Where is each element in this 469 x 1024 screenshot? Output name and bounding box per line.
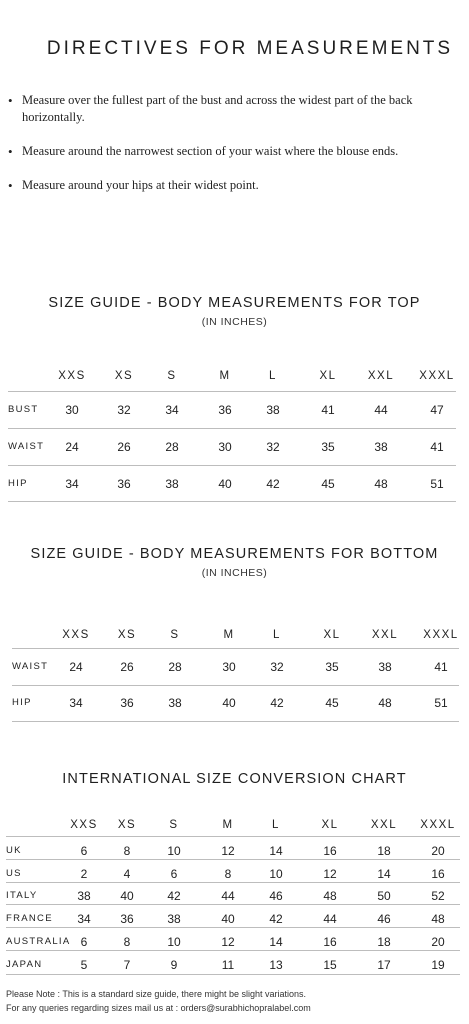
table-cell: 38 — [165, 477, 179, 491]
table-cell: 28 — [168, 660, 182, 674]
table-cell: 32 — [270, 660, 284, 674]
row-label: JAPAN — [6, 959, 43, 970]
table-cell: 34 — [65, 477, 79, 491]
table-cell: 32 — [266, 440, 280, 454]
size-header: XXS — [62, 629, 90, 641]
table-cell: 47 — [430, 403, 444, 417]
table-cell: 42 — [266, 477, 280, 491]
row-divider — [12, 648, 459, 649]
table-cell: 6 — [170, 867, 178, 881]
table-cell: 6 — [80, 844, 88, 858]
table-cell: 42 — [269, 912, 283, 926]
directive-bust: • Measure over the fullest part of the bust and across the widest part of the back horizontally. — [8, 92, 458, 126]
table-cell: 36 — [117, 477, 131, 491]
row-label: HIP — [8, 478, 28, 489]
table-cell: 14 — [269, 935, 283, 949]
table-cell: 24 — [65, 440, 79, 454]
row-divider — [6, 859, 460, 860]
table-cell: 36 — [120, 912, 134, 926]
table-cell: 30 — [65, 403, 79, 417]
table-cell: 44 — [221, 889, 235, 903]
row-divider — [8, 501, 456, 502]
size-header: S — [170, 629, 180, 641]
table-cell: 44 — [323, 912, 337, 926]
row-label: ITALY — [6, 890, 38, 901]
row-label: HIP — [12, 697, 32, 708]
row-divider — [6, 950, 460, 951]
table-cell: 36 — [218, 403, 232, 417]
table-cell: 30 — [222, 660, 236, 674]
table-cell: 41 — [434, 660, 448, 674]
size-header: XL — [323, 629, 341, 641]
table-cell: 34 — [165, 403, 179, 417]
table-cell: 35 — [321, 440, 335, 454]
table-cell: 38 — [77, 889, 91, 903]
row-label: FRANCE — [6, 913, 53, 924]
size-header: XS — [117, 629, 137, 641]
table-cell: 34 — [77, 912, 91, 926]
table-cell: 15 — [323, 958, 337, 972]
row-label: WAIST — [8, 441, 45, 452]
table-cell: 20 — [431, 935, 445, 949]
table-cell: 35 — [325, 660, 339, 674]
directive-waist: • Measure around the narrowest section of your waist where the blouse ends. — [8, 143, 458, 160]
table-cell: 16 — [323, 844, 337, 858]
table-cell: 38 — [167, 912, 181, 926]
table-cell: 41 — [430, 440, 444, 454]
row-label: AUSTRALIA — [6, 936, 71, 947]
size-header: XXXL — [420, 819, 456, 831]
size-header: XXS — [58, 370, 86, 382]
table-cell: 48 — [323, 889, 337, 903]
table-cell: 9 — [170, 958, 178, 972]
table-cell: 26 — [117, 440, 131, 454]
table-cell: 38 — [266, 403, 280, 417]
table-cell: 19 — [431, 958, 445, 972]
measurement-directives — [8, 92, 458, 211]
table-cell: 44 — [374, 403, 388, 417]
table-cell: 46 — [377, 912, 391, 926]
row-label: WAIST — [12, 661, 49, 672]
row-divider — [8, 428, 456, 429]
table-cell: 4 — [123, 867, 131, 881]
table-cell: 14 — [269, 844, 283, 858]
size-header: XS — [117, 819, 137, 831]
row-divider — [8, 465, 456, 466]
table-cell: 12 — [221, 844, 235, 858]
size-header: XXL — [367, 370, 395, 382]
size-header: L — [269, 370, 277, 382]
size-header: XXS — [70, 819, 98, 831]
size-header: XXXL — [423, 629, 459, 641]
row-label: US — [6, 868, 22, 879]
size-header: XS — [114, 370, 134, 382]
table-cell: 45 — [321, 477, 335, 491]
table-cell: 45 — [325, 696, 339, 710]
table-cell: 46 — [269, 889, 283, 903]
contact-note: For any queries regarding sizes mail us at : orders@surabhichopralabel.com — [6, 1003, 311, 1013]
table-cell: 11 — [221, 958, 235, 972]
size-header: XXXL — [419, 370, 455, 382]
table-cell: 10 — [269, 867, 283, 881]
table-cell: 14 — [377, 867, 391, 881]
table-cell: 8 — [224, 867, 232, 881]
table-cell: 51 — [434, 696, 448, 710]
table-cell: 17 — [377, 958, 391, 972]
table-cell: 38 — [378, 660, 392, 674]
table-cell: 40 — [120, 889, 134, 903]
table-cell: 52 — [431, 889, 445, 903]
table-cell: 7 — [123, 958, 131, 972]
table-cell: 50 — [377, 889, 391, 903]
top-size-guide-unit: (IN INCHES) — [201, 316, 268, 328]
international-size-chart-title: INTERNATIONAL SIZE CONVERSION CHART — [62, 771, 407, 787]
table-cell: 18 — [377, 844, 391, 858]
table-cell: 24 — [69, 660, 83, 674]
table-cell: 16 — [431, 867, 445, 881]
table-cell: 16 — [323, 935, 337, 949]
table-cell: 34 — [69, 696, 83, 710]
table-cell: 8 — [123, 844, 131, 858]
table-cell: 41 — [321, 403, 335, 417]
size-header: M — [219, 370, 231, 382]
table-cell: 18 — [377, 935, 391, 949]
table-cell: 13 — [269, 958, 283, 972]
row-label: UK — [6, 845, 22, 856]
row-divider — [12, 721, 459, 722]
table-cell: 38 — [374, 440, 388, 454]
size-header: XXL — [370, 819, 398, 831]
table-cell: 40 — [222, 696, 236, 710]
row-divider — [8, 391, 456, 392]
table-cell: 48 — [378, 696, 392, 710]
row-label: BUST — [8, 404, 39, 415]
size-header: L — [273, 629, 281, 641]
size-header: M — [223, 629, 235, 641]
size-header: XXL — [371, 629, 399, 641]
size-note: Please Note : This is a standard size guide, there might be slight variations. — [6, 989, 306, 999]
row-divider — [6, 974, 460, 975]
table-cell: 26 — [120, 660, 134, 674]
table-cell: 2 — [80, 867, 88, 881]
table-cell: 48 — [374, 477, 388, 491]
table-cell: 38 — [168, 696, 182, 710]
size-header: S — [169, 819, 179, 831]
table-cell: 48 — [431, 912, 445, 926]
row-divider — [6, 927, 460, 928]
bottom-size-guide-title: SIZE GUIDE - BODY MEASUREMENTS FOR BOTTOM — [30, 546, 439, 562]
top-size-guide-title: SIZE GUIDE - BODY MEASUREMENTS FOR TOP — [48, 295, 421, 311]
table-cell: 51 — [430, 477, 444, 491]
size-header: XL — [321, 819, 339, 831]
table-cell: 8 — [123, 935, 131, 949]
table-cell: 10 — [167, 935, 181, 949]
table-cell: 36 — [120, 696, 134, 710]
row-divider — [6, 882, 460, 883]
size-header: L — [272, 819, 280, 831]
table-cell: 12 — [221, 935, 235, 949]
table-cell: 40 — [221, 912, 235, 926]
size-header: M — [222, 819, 234, 831]
table-cell: 42 — [270, 696, 284, 710]
table-cell: 5 — [80, 958, 88, 972]
table-cell: 42 — [167, 889, 181, 903]
directive-hip: • Measure around your hips at their widest point. — [8, 177, 458, 194]
table-cell: 10 — [167, 844, 181, 858]
row-divider — [6, 836, 460, 837]
table-cell: 40 — [218, 477, 232, 491]
table-cell: 32 — [117, 403, 131, 417]
row-divider — [12, 685, 459, 686]
size-header: XL — [319, 370, 337, 382]
table-cell: 12 — [323, 867, 337, 881]
table-cell: 6 — [80, 935, 88, 949]
page-title: DIRECTIVES FOR MEASUREMENTS — [46, 38, 454, 59]
table-cell: 30 — [218, 440, 232, 454]
table-cell: 28 — [165, 440, 179, 454]
bottom-size-guide-unit: (IN INCHES) — [201, 567, 268, 579]
table-cell: 20 — [431, 844, 445, 858]
row-divider — [6, 904, 460, 905]
size-header: S — [167, 370, 177, 382]
